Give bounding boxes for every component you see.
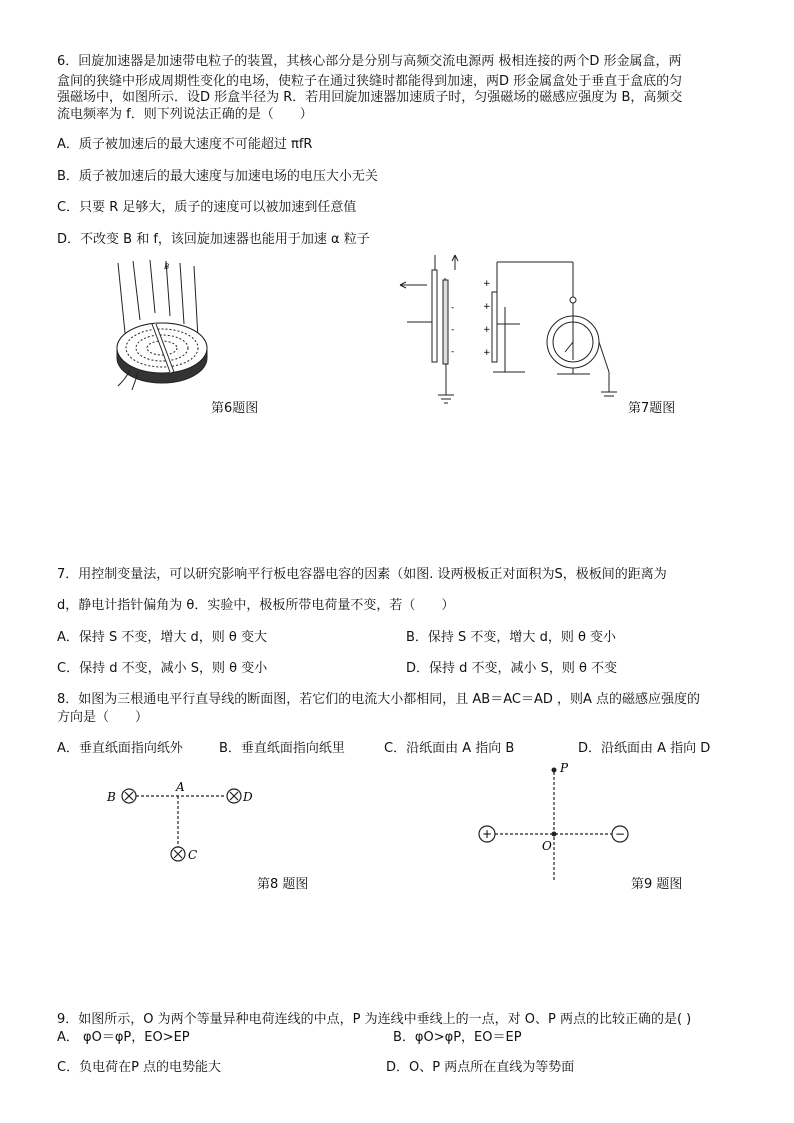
q9-option-a: A． φO＝φP，EO>EP (57, 1030, 190, 1045)
minus-sign: - (451, 347, 455, 357)
q6-figure-caption: 第6题图 (211, 401, 259, 416)
q6-option-d: D．不改变 B 和 f，该回旋加速器也能用于加速 α 粒子 (57, 232, 370, 247)
q8-stem-line2: 方向是（ ） (57, 710, 149, 725)
wire-c-label: C (188, 848, 198, 862)
capacitor-electrometer-figure (395, 252, 630, 407)
q8-figure-caption: 第8 题图 (257, 877, 309, 892)
q7-stem-line1: 7．用控制变量法，可以研究影响平行板电容器电容的因素（如图. 设两极板正对面积为S，极板间的距离为 (57, 567, 667, 582)
dipole-figure (470, 758, 640, 886)
q8-stem-line1: 8．如图为三根通电平行直导线的断面图，若它们的电流大小都相同，且 AB＝AC＝AD ，则A 点的磁感应强度的 (57, 692, 701, 707)
q8-option-a: A．垂直纸面指向纸外 (57, 741, 183, 756)
q6-stem-line3: 强磁场中，如图所示．设D 形盒半径为 R．若用回旋加速器加速质子时，匀强磁场的磁感应强度为 B，高频交 (57, 90, 683, 105)
point-o-label: O (542, 839, 552, 853)
q9-option-b: B．φO>φP，EO＝EP (393, 1030, 522, 1045)
wire-b-label: B (107, 790, 116, 804)
q7-option-b: B．保持 S 不变，增大 d，则 θ 变小 (406, 630, 617, 645)
three-wires-figure (100, 775, 265, 870)
plus-sign: + (483, 279, 491, 289)
minus-sign: - (451, 325, 455, 335)
cyclotron-figure (108, 258, 218, 393)
wire-d-label: D (243, 790, 253, 804)
q6-stem-line4: 流电频率为 f．则下列说法正确的是（ ） (57, 107, 313, 122)
q7-option-a: A．保持 S 不变，增大 d，则 θ 变大 (57, 630, 268, 645)
q6-option-a: A．质子被加速后的最大速度不可能超过 πfR (57, 137, 313, 152)
q9-figure-caption: 第9 题图 (631, 877, 683, 892)
q9-option-c: C．负电荷在P 点的电势能大 (57, 1060, 222, 1075)
q6-stem-line1: 6．回旋加速器是加速带电粒子的装置，其核心部分是分别与高频交流电源两 极相连接的两个D 形金属盒，两 (57, 54, 682, 69)
q7-option-c: C．保持 d 不变，减小 S，则 θ 变小 (57, 661, 268, 676)
field-label-b: B (164, 263, 170, 271)
q8-option-b: B．垂直纸面指向纸里 (219, 741, 345, 756)
q8-option-c: C．沿纸面由 A 指向 B (384, 741, 515, 756)
plus-sign: + (483, 302, 491, 312)
negative-charge: − (614, 827, 626, 841)
point-a-label: A (176, 780, 185, 794)
q9-stem: 9．如图所示，O 为两个等量异种电荷连线的中点，P 为连线中垂线上的一点，对 O、P 两点的比较正确的是( ) (57, 1012, 692, 1027)
point-p-label: P (560, 761, 569, 775)
q7-stem-line2: d，静电计指针偏角为 θ．实验中，极板所带电荷量不变，若（ ） (57, 598, 455, 613)
q9-option-d: D．O、P 两点所在直线为等势面 (386, 1060, 575, 1075)
q8-option-d: D．沿纸面由 A 指向 D (578, 741, 711, 756)
q6-stem-line2: 盒间的狭缝中形成周期性变化的电场，使粒子在通过狭缝时都能得到加速，两D 形金属盒处于垂直于盒底的匀 (57, 74, 683, 89)
q6-option-b: B．质子被加速后的最大速度与加速电场的电压大小无关 (57, 169, 378, 184)
q6-option-c: C．只要 R 足够大，质子的速度可以被加速到任意值 (57, 200, 357, 215)
plus-sign: + (483, 325, 491, 335)
plus-sign: + (483, 348, 491, 358)
q7-figure-caption: 第7题图 (628, 401, 676, 416)
positive-charge: + (481, 827, 493, 841)
minus-sign: - (451, 303, 455, 313)
q7-option-d: D．保持 d 不变，减小 S，则 θ 不变 (406, 661, 618, 676)
